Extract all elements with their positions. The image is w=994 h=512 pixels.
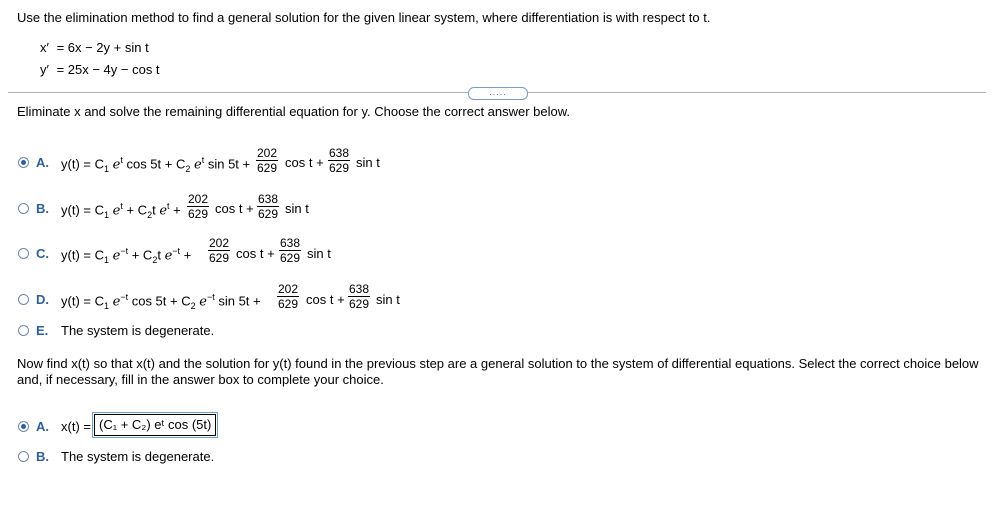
option-c-frac-cos: $\frac{202}{629}$	[209, 236, 230, 265]
option-d-pre: y(t) = C	[61, 293, 104, 309]
option-e-text: The system is degenerate.	[61, 323, 215, 338]
option-c-sin: sin t	[307, 246, 331, 261]
option-b-frac-cos: $\frac{202}{629}$	[188, 192, 209, 221]
equation-1	[40, 40, 149, 55]
part2-option-a-letter: A.	[36, 419, 49, 434]
option-d-mid2: sin 5t +	[218, 293, 261, 309]
option-a-pre: y(t) = C	[61, 156, 104, 172]
answer-box[interactable]: (C₁ + C₂) eᵗ cos (5t)	[94, 414, 216, 436]
radio-option-d[interactable]	[18, 294, 29, 305]
eq2-lhs: y′	[40, 62, 49, 77]
radio-option-b[interactable]	[18, 203, 29, 214]
option-c-frac-sin: $\frac{638}{629}$	[280, 236, 301, 265]
question-prompt: Use the elimination method to find a general solution for the given linear system, where differentiation is with respect to t.	[17, 10, 711, 25]
option-a-frac-cos: $\frac{202}{629}$	[257, 146, 278, 175]
part2-instruction-line1: Now find x(t) so that x(t) and the solution for y(t) found in the previous step are a general solution to the system of differential equations. Select the correct choice below	[17, 356, 979, 371]
option-d-frac-sin: $\frac{638}{629}$	[349, 282, 370, 311]
eq2-rhs: = 25x − 4y − cos t	[56, 62, 160, 77]
option-c-pre: y(t) = C	[61, 247, 104, 263]
radio-part2-option-a[interactable]	[18, 421, 29, 432]
eq1-rhs: = 6x − 2y + sin t	[56, 40, 149, 55]
option-d-sin: sin t	[376, 292, 400, 307]
option-a-mid2: sin 5t +	[207, 156, 251, 172]
option-b-pre: y(t) = C	[61, 202, 104, 218]
expand-handle[interactable]: .....	[468, 87, 528, 100]
option-a-mid: cos 5t + C	[126, 156, 186, 172]
option-c-letter: C.	[36, 246, 49, 261]
radio-option-a[interactable]	[18, 157, 29, 168]
part2-option-a-prefix: x(t) =	[61, 419, 91, 434]
part2-option-b-text: The system is degenerate.	[61, 449, 215, 464]
option-a-letter: A.	[36, 155, 49, 170]
option-e-letter: E.	[36, 323, 49, 338]
option-b-letter: B.	[36, 201, 49, 216]
option-b-sin: sin t	[285, 201, 309, 216]
option-c-expression: $y(t) = C_1$ $e^{-t} + C_2t$ $e^{-t}$ +	[61, 246, 192, 265]
part2-instruction-line2: and, if necessary, fill in the answer box to complete your choice.	[17, 372, 384, 387]
part1-instruction: Eliminate x and solve the remaining differential equation for y. Choose the correct answer below.	[17, 104, 571, 119]
option-b-cos: cos t +	[215, 201, 254, 216]
option-d-letter: D.	[36, 292, 49, 307]
option-c-cos: cos t +	[236, 246, 275, 261]
radio-option-e[interactable]	[18, 325, 29, 336]
radio-part2-option-b[interactable]	[18, 451, 29, 462]
option-d-mid: cos 5t + C	[131, 293, 191, 309]
option-a-expression: $y(t) = C_1$ $e^t$ $\cos 5t + C_2$ $e^t$ sin 5t +	[61, 155, 251, 174]
radio-option-c[interactable]	[18, 248, 29, 259]
part2-option-b-letter: B.	[36, 449, 49, 464]
option-a-sin: sin t	[356, 155, 380, 170]
option-d-cos: cos t +	[306, 292, 345, 307]
equation-2	[40, 62, 160, 77]
option-d-expression: $y(t) = C_1$ $e^{-t}$ $\cos 5t + C_2$ $e^{-t}$ sin 5t +	[61, 292, 261, 311]
option-a-cos: cos t +	[285, 155, 324, 170]
eq1-lhs: x′	[40, 40, 49, 55]
option-b-frac-sin: $\frac{638}{629}$	[258, 192, 279, 221]
option-d-frac-cos: $\frac{202}{629}$	[278, 282, 299, 311]
option-a-frac-sin: $\frac{638}{629}$	[329, 146, 350, 175]
option-b-expression: $y(t) = C_1$ $e^t + C_2t$ $e^t$ +	[61, 201, 181, 220]
